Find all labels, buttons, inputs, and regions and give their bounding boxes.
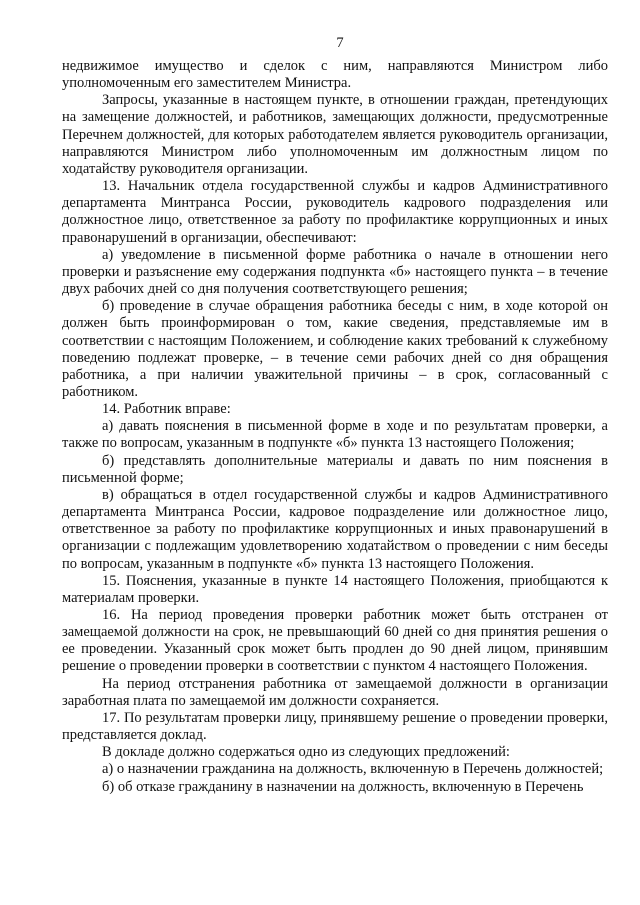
page-number: 7 <box>336 35 344 51</box>
document-body <box>62 58 608 796</box>
paragraph: На период отстранения работника от замещаемой должности в организации заработная плата по замещаемой им должности сохраняется. <box>62 675 608 709</box>
paragraph: в) обращаться в отдел государственной службы и кадров Административного департамента Минтранса России, кадровое подразделение или должностное лицо, ответственное за работу по профилактике коррупционных и иных правонарушений в организации с подлежащим удовлетворению ходатайством о проведении с ним беседы по вопросам, указанным в подпункте «б» пункта 13 настоящего Положения. <box>62 486 608 572</box>
paragraph: а) уведомление в письменной форме работника о начале в отношении него проверки и разъяснение ему содержания подпункта «б» настоящего пункта – в течение двух рабочих дней со дня получения соответствующего решения; <box>62 246 608 298</box>
paragraph: недвижимое имущество и сделок с ним, направляются Министром либо уполномоченным его заместителем Министра. <box>62 58 608 92</box>
paragraph: 14. Работник вправе: <box>102 401 231 418</box>
paragraph: 15. Пояснения, указанные в пункте 14 настоящего Положения, приобщаются к материалам проверки. <box>62 572 608 606</box>
paragraph: 13. Начальник отдела государственной службы и кадров Административного департамента Минтранса России, руководитель кадрового подразделения или должностное лицо, ответственное за работу по профилактике коррупционных и иных правонарушений в организации, обеспечивают: <box>62 178 608 246</box>
paragraph: Запросы, указанные в настоящем пункте, в отношении граждан, претендующих на замещение должностей, и работников, замещающих должности, предусмотренные Перечнем должностей, для которых работодателем является руководитель организации, направляются Министром либо уполномоченным им должностным лицом по ходатайству руководителя организации. <box>62 92 608 177</box>
paragraph: В докладе должно содержаться одно из следующих предложений: <box>102 744 510 761</box>
paragraph: б) об отказе гражданину в назначении на должность, включенную в Перечень <box>102 778 584 795</box>
paragraph: а) о назначении гражданина на должность, включенную в Перечень должностей; <box>102 761 604 778</box>
paragraph: 17. По результатам проверки лицу, принявшему решение о проведении проверки, представляется доклад. <box>62 709 608 744</box>
paragraph: б) проведение в случае обращения работника беседы с ним, в ходе которой он должен быть проинформирован о том, какие сведения, представляемые им в соответствии с настоящим Положением, и соблюдение каких требований к служебному поведению подлежат проверке, – в течение семи рабочих дней со дня обращения работника, а при наличии уважительной причины – в срок, согласованный с работником. <box>62 298 608 400</box>
paragraph: а) давать пояснения в письменной форме в ходе и по результатам проверки, а также по вопросам, указанным в подпункте «б» пункта 13 настоящего Положения; <box>62 418 608 452</box>
paragraph: б) представлять дополнительные материалы и давать по ним пояснения в письменной форме; <box>62 452 608 486</box>
paragraph: 16. На период проведения проверки работник может быть отстранен от замещаемой должности на срок, не превышающий 60 дней со дня принятия решения о ее проведении. Указанный срок может быть продлен до 90 дней лицом, принявшим решение о проведении проверки в соответствии с пунктом 4 настоящего Положения. <box>62 607 608 675</box>
